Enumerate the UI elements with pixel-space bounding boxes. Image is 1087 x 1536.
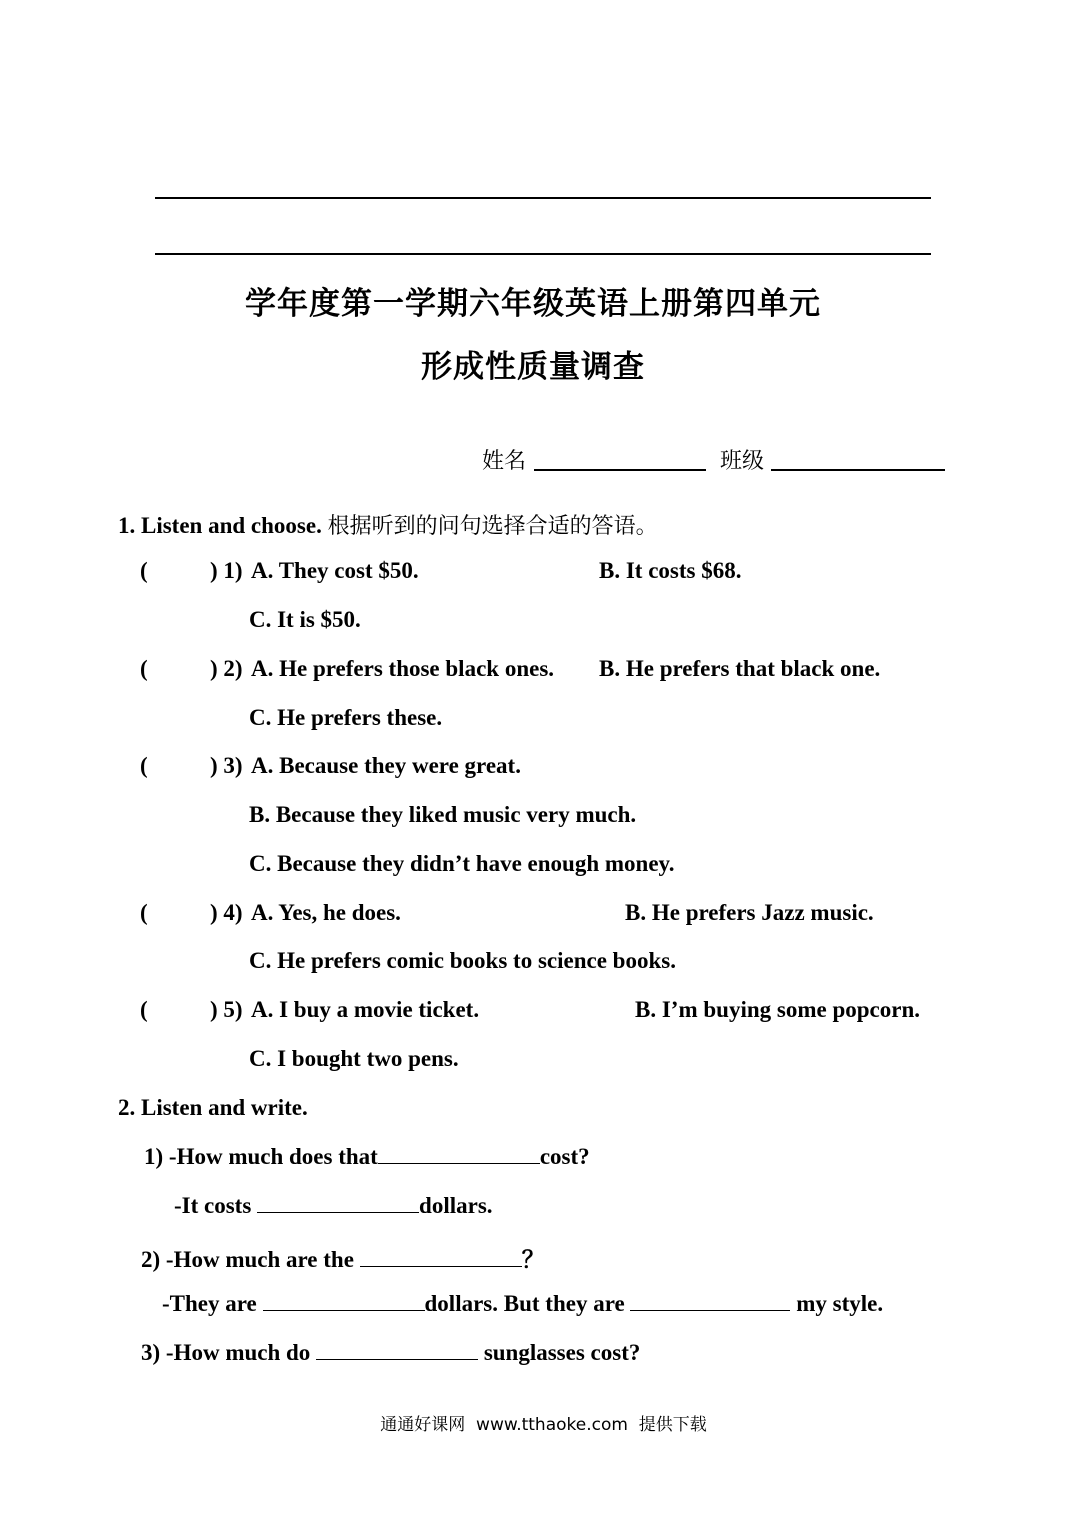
q5-option-b: B. I’m buying some popcorn. (635, 997, 920, 1022)
s2-line1b-post: dollars. (419, 1193, 493, 1218)
s2-line3-post: sunglasses cost? (478, 1340, 641, 1365)
q4-option-b: B. He prefers Jazz music. (625, 900, 874, 925)
s2-line3 (141, 1339, 640, 1366)
class-field[interactable] (771, 448, 945, 471)
q5-option-c: C. I bought two pens. (249, 1046, 459, 1071)
s2-line1b (174, 1192, 493, 1219)
s2-line3-pre: 3) -How much do (141, 1340, 317, 1365)
s2-line2a-post: ？ (521, 1247, 545, 1272)
top-rule-1 (155, 197, 931, 199)
s2-blank-5[interactable] (630, 1290, 790, 1311)
q1-option-a: A. They cost $50. (251, 558, 419, 583)
class-label: 班级 (720, 449, 765, 474)
s2-line2a (141, 1241, 545, 1274)
section1-heading (118, 509, 658, 540)
q3-option-c: C. Because they didn’t have enough money. (249, 851, 675, 876)
s2-line1a-pre: 1) -How much does that (144, 1144, 378, 1169)
q5-number: ) 5) (210, 997, 243, 1022)
q1-option-b: B. It costs $68. (599, 558, 742, 583)
section1-heading-en: 1. Listen and choose. (118, 513, 322, 538)
s2-blank-2[interactable] (257, 1192, 419, 1213)
s2-line2b-post: my style. (790, 1291, 884, 1316)
q2-option-a: A. He prefers those black ones. (251, 656, 555, 681)
q3-number: ) 3) (210, 753, 243, 778)
q2-answer-paren[interactable]: ( (140, 656, 148, 681)
title-line-2: 形成性质量调查 (421, 349, 645, 385)
s2-line2b-mid: dollars. But they are (424, 1291, 631, 1316)
s2-blank-3[interactable] (360, 1246, 522, 1267)
s2-blank-4[interactable] (263, 1290, 425, 1311)
s2-line2a-pre: 2) -How much are the (141, 1247, 360, 1272)
q4-option-a: A. Yes, he does. (251, 900, 401, 925)
q4-answer-paren[interactable]: ( (140, 900, 148, 925)
s2-line2b (162, 1290, 883, 1317)
q1-number: ) 1) (210, 558, 243, 583)
q1-answer-paren[interactable]: ( (140, 558, 148, 583)
q3-option-a: A. Because they were great. (251, 753, 521, 778)
q4-number: ) 4) (210, 900, 243, 925)
s2-line1a-post: cost? (539, 1144, 590, 1169)
q4-option-c: C. He prefers comic books to science books. (249, 948, 676, 973)
name-field[interactable] (534, 448, 706, 471)
s2-line2b-pre: -They are (162, 1291, 263, 1316)
s2-line1a (144, 1143, 590, 1170)
footer-text: 通通好课网 www.tthaoke.com 提供下载 (380, 1415, 707, 1435)
title-line-1: 学年度第一学期六年级英语上册第四单元 (245, 286, 821, 322)
section1-heading-cn: 根据听到的问句选择合适的答语。 (327, 514, 658, 539)
q2-option-c: C. He prefers these. (249, 705, 443, 730)
s2-line1b-pre: -It costs (174, 1193, 258, 1218)
q3-option-b: B. Because they liked music very much. (249, 802, 637, 827)
s2-blank-1[interactable] (378, 1143, 540, 1164)
top-rule-2 (155, 253, 931, 255)
s2-blank-6[interactable] (316, 1339, 478, 1360)
q5-option-a: A. I buy a movie ticket. (251, 997, 480, 1022)
q1-option-c: C. It is $50. (249, 607, 361, 632)
q3-answer-paren[interactable]: ( (140, 753, 148, 778)
q5-answer-paren[interactable]: ( (140, 997, 148, 1022)
section2-heading: 2. Listen and write. (118, 1095, 308, 1120)
q2-option-b: B. He prefers that black one. (599, 656, 881, 681)
name-label: 姓名 (482, 449, 527, 474)
q2-number: ) 2) (210, 656, 243, 681)
